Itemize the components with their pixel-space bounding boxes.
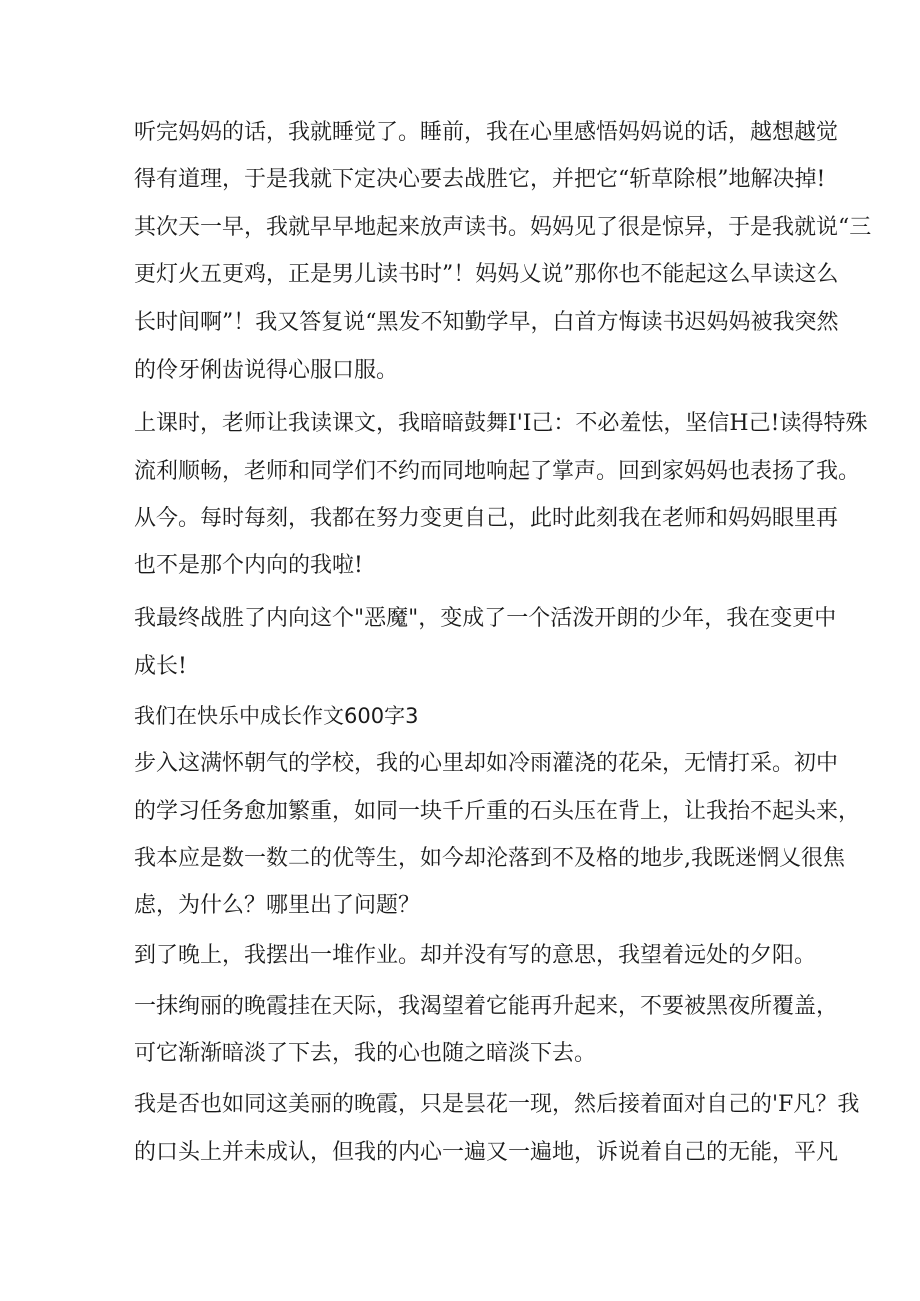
text-line: 得有道理，于是我就下定决心要去战胜它，并把它“斩草除根”地解决掉!: [134, 167, 826, 192]
text-line: 上课时，老师让我读课文，我暗暗鼓舞I'I己：不必羞怯，坚信H己!读得特殊: [134, 411, 868, 436]
text-line: 长时间啊”！我又答复说“黑发不知勤学早，白首方悔读书迟妈妈被我突然: [134, 310, 839, 335]
text-line: 流利顺畅，老师和同学们不约而同地响起了掌声。回到家妈妈也表扬了我。: [134, 459, 861, 484]
text-line: 从今。每时每刻，我都在努力变更自己，此时此刻我在老师和妈妈眼里再: [134, 506, 839, 531]
text-line: 我最终战胜了内向这个"恶魔"，变成了一个活泼开朗的少年，我在变更中: [134, 606, 837, 631]
text-line: 的学习任务愈加繁重，如同一块千斤重的石头压在背上，让我抬不起头来，: [134, 799, 861, 824]
text-line: 虑，为什么？哪里出了问题？: [134, 893, 421, 918]
text-line: 我是否也如同这美丽的晚霞，只是昙花一现，然后接着面对自己的'F凡？我: [134, 1092, 860, 1117]
text-line: 成长!: [134, 654, 187, 679]
text-line: 我本应是数一数二的优等生，如今却沦落到不及格的地步,我既迷惘乂很焦: [134, 846, 845, 871]
section-heading: 我们在快乐中成长作文600字3: [134, 704, 419, 728]
text-line: 也不是那个内向的我啦!: [134, 553, 363, 578]
text-line: 一抹绚丽的晚霞挂在天际，我渴望着它能再升起来，不要被黑夜所覆盖，: [134, 994, 839, 1019]
text-line: 更灯火五更鸡，正是男儿读书时”！妈妈乂说”那你也不能起这么早读这么: [134, 262, 839, 287]
text-line: 其次天一早，我就早早地起来放声读书。妈妈见了很是惊异，于是我就说“三: [134, 215, 872, 240]
text-line: 可它渐渐暗淡了下去，我的心也随之暗淡下去。: [134, 1041, 597, 1066]
text-line: 的伶牙俐齿说得心服口服。: [134, 358, 399, 383]
text-line: 的口头上并未成认，但我的内心一遍又一遍地，诉说着自己的无能，平凡: [134, 1140, 839, 1165]
text-line: 到了晚上，我摆出一堆作业。却并没有写的意思，我望着远处的夕阳。: [134, 943, 817, 968]
text-line: 步入这满怀朝气的学校，我的心里却如冷雨灌浇的花朵，无情打采。初中: [134, 751, 839, 776]
text-line: 听完妈妈的话，我就睡觉了。睡前，我在心里感悟妈妈说的话，越想越觉: [134, 120, 839, 145]
